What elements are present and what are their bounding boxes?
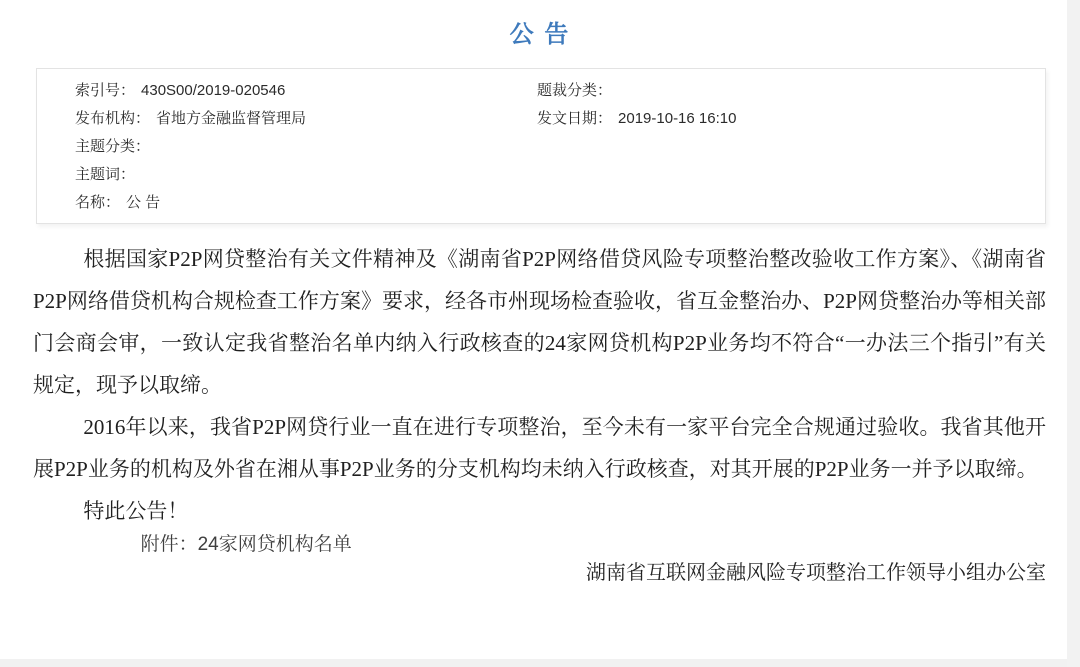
body-paragraph-2: 2016年以来，我省P2P网贷行业一直在进行专项整治，至今未有一家平台完全合规通过验收。我省其他开展P2P业务的机构及外省在湘从事P2P业务的分支机构均未纳入行政核查，对其开展的P2P业务一并予以取缔。 [33, 415, 1046, 481]
metadata-left-column [75, 77, 537, 215]
document-name-label: 名称： [75, 194, 121, 211]
page-title: 公 告 [509, 21, 571, 48]
metadata-right-column [537, 77, 1025, 215]
genre-category-label: 题裁分类： [537, 82, 613, 99]
topic-category-label: 主题分类： [75, 138, 151, 155]
index-number-label: 索引号： [75, 82, 136, 99]
attachment-line: 附件：24家网贷机构名单 [140, 534, 352, 555]
meta-row-keywords [75, 161, 537, 189]
document-body [0, 238, 1080, 588]
issuing-agency-label: 发布机构： [75, 110, 151, 127]
scrollbar-track[interactable] [1067, 0, 1080, 667]
meta-row-issue-date [537, 105, 1025, 133]
meta-row-topic-category [75, 133, 537, 161]
issuing-agency-value: 省地方金融监督管理局 [156, 110, 307, 127]
meta-row-index-number [75, 77, 537, 105]
document-name-value: 公 告 [126, 194, 161, 211]
signature-line: 湖南省互联网金融风险专项整治工作领导小组办公室 [586, 562, 1046, 584]
issue-date-value: 2019-10-16 16:10 [618, 110, 737, 127]
issue-date-label: 发文日期： [537, 110, 613, 127]
meta-row-genre-category [537, 77, 1025, 105]
page-bottom-edge [0, 659, 1067, 667]
body-paragraph-3: 特此公告！ [83, 499, 189, 523]
keywords-label: 主题词： [75, 166, 136, 183]
index-number-value: 430S00/2019-020546 [141, 82, 286, 99]
body-paragraph-1: 根据国家P2P网贷整治有关文件精神及《湖南省P2P网络借贷风险专项整治整改验收工作方案》、《湖南省P2P网络借贷机构合规检查工作方案》要求，经各市州现场检查验收，省互金整治办、P2P网贷整治办等相关部门会商会审，一致认定我省整治名单内纳入行政核查的24家网贷机构P2P业务均不符合“一办法三个指引”有关规定，现予以取缔。 [33, 247, 1046, 397]
document-metadata-box [36, 68, 1046, 224]
meta-row-issuing-agency [75, 105, 537, 133]
meta-row-document-name [75, 189, 537, 217]
